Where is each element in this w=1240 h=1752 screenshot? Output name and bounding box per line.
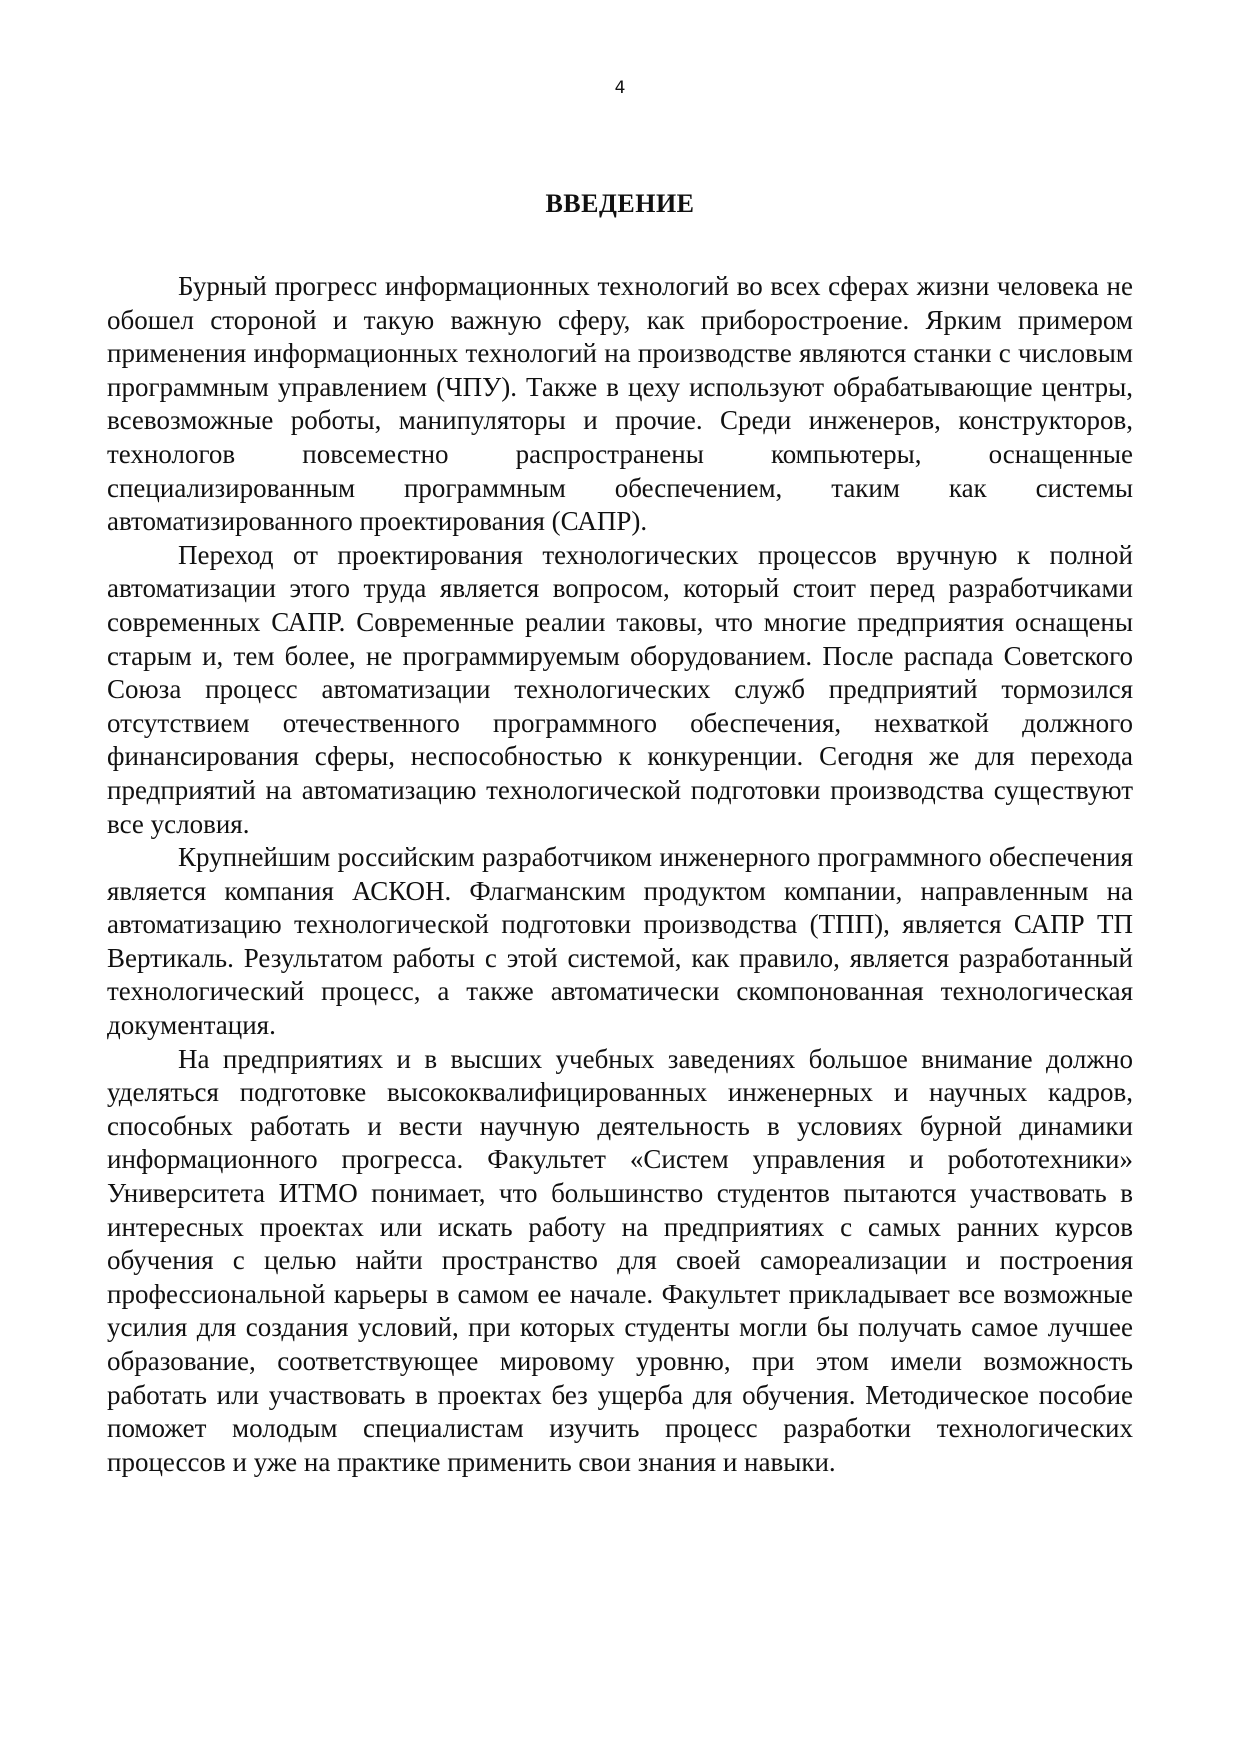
paragraph: Крупнейшим российским разработчиком инженерного программного обеспечения является компания АСКОН. Флагманским продуктом компании, направленным на автоматизацию технологической подготовки производства (ТПП), является САПР ТП Вертикаль. Результатом работы с этой системой, как правило, является разработанный технологический процесс, а также автоматически скомпонованная технологическая документация.	[107, 842, 1133, 1041]
page-number: 4	[614, 78, 626, 98]
body-text	[107, 270, 1133, 1479]
paragraph: На предприятиях и в высших учебных заведениях большое внимание должно уделяться подготовке высококвалифицированных инженерных и научных кадров, способных работать и вести научную деятельность в условиях бурной динамики информационного прогресса. Факультет «Систем управления и робототехники» Университета ИТМО понимает, что большинство студентов пытаются участвовать в интересных проектах или искать работу на предприятиях с самых ранних курсов обучения с целью найти пространство для своей самореализации и построения профессиональной карьеры в самом ее начале. Факультет прикладывает все возможные усилия для создания условий, при которых студенты могли бы получать самое лучшее образование, соответствующее мировому уровню, при этом имели возможность работать или участвовать в проектах без ущерба для обучения. Методическое пособие поможет молодым специалистам изучить процесс разработки технологических процессов и уже на практике применить свои знания и навыки.	[107, 1043, 1133, 1477]
paragraph: Переход от проектирования технологических процессов вручную к полной автоматизации этого труда является вопросом, который стоит перед разработчиками современных САПР. Современные реалии таковы, что многие предприятия оснащены старым и, тем более, не программируемым оборудованием. После распада Советского Союза процесс автоматизации технологических служб предприятий тормозился отсутствием отечественного программного обеспечения, нехваткой должного финансирования сферы, неспособностью к конкуренции. Сегодня же для перехода предприятий на автоматизацию технологической подготовки производства существуют все условия.	[107, 539, 1133, 839]
page-title: ВВЕДЕНИЕ	[545, 189, 695, 218]
paragraph: Бурный прогресс информационных технологий во всех сферах жизни человека не обошел стороной и такую важную сферу, как приборостроение. Ярким примером применения информационных технологий на производстве являются станки с числовым программным управлением (ЧПУ). Также в цеху используют обрабатывающие центры, всевозможные роботы, манипуляторы и прочие. Среди инженеров, конструкторов, технологов повсеместно распространены компьютеры, оснащенные специализированным программным обеспечением, таким как системы автоматизированного проектирования (САПР).	[107, 271, 1133, 537]
